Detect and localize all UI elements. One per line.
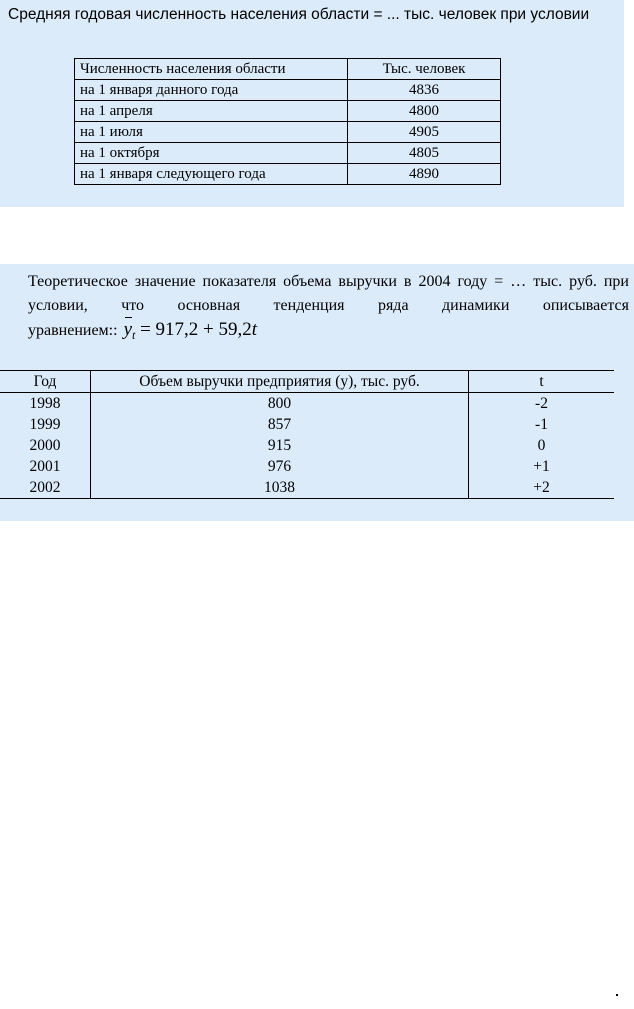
revenue-table <box>0 370 614 499</box>
revenue-cell: 857 <box>91 414 469 435</box>
revenue-cell: 800 <box>91 393 469 415</box>
question-1-panel <box>0 0 624 207</box>
column-header-t: t <box>539 372 544 390</box>
column-header-revenue: Объем выручки предприятия (у), тыс. руб. <box>91 371 469 393</box>
table-row <box>0 393 614 415</box>
table-row <box>75 143 501 164</box>
question-2-statement: Теоретическое значение показателя объема выручки в 2004 году = … тыс. руб. при условии, что основная тенденция ряда динамики описывается уравнением:: <box>28 273 629 339</box>
table-row <box>0 456 614 477</box>
column-header-thousand-people: Тыс. человек <box>348 59 501 80</box>
population-cell: 4905 <box>348 122 501 143</box>
page-marker-dot <box>616 994 618 996</box>
table-row <box>75 122 501 143</box>
table-row <box>75 101 501 122</box>
population-table <box>74 58 501 185</box>
trend-equation <box>118 319 258 340</box>
period-cell: на 1 апреля <box>75 101 348 122</box>
t-cell: -1 <box>535 415 548 433</box>
table-row <box>0 414 614 435</box>
t-cell: -2 <box>535 394 548 412</box>
equation-subscript: t <box>132 328 136 342</box>
period-cell: на 1 января следующего года <box>75 164 348 185</box>
table-row <box>75 164 501 185</box>
revenue-cell: 976 <box>91 456 469 477</box>
question-2-text <box>28 270 629 347</box>
population-cell: 4805 <box>348 143 501 164</box>
period-cell: на 1 января данного года <box>75 80 348 101</box>
question-2-panel <box>0 264 634 521</box>
period-cell: на 1 июля <box>75 122 348 143</box>
population-cell: 4890 <box>348 164 501 185</box>
equation-rhs: = 917,2 + 59,2 <box>135 319 252 340</box>
t-cell: +1 <box>533 457 550 475</box>
table-header-row <box>75 59 501 80</box>
column-header-year: Год <box>0 371 91 393</box>
t-cell: 0 <box>537 436 546 454</box>
revenue-cell: 1038 <box>91 477 469 499</box>
year-cell: 1998 <box>0 393 91 415</box>
revenue-cell: 915 <box>91 435 469 456</box>
t-cell: +2 <box>533 478 550 496</box>
population-cell: 4800 <box>348 101 501 122</box>
table-header-row <box>0 371 614 393</box>
table-row <box>75 80 501 101</box>
year-cell: 2000 <box>0 435 91 456</box>
question-1-text: Средняя годовая численность населения области = ... тыс. человек при условии <box>8 6 590 23</box>
column-header-period: Численность населения области <box>75 59 348 80</box>
table-row <box>0 435 614 456</box>
year-cell: 1999 <box>0 414 91 435</box>
equation-lhs: y <box>123 319 132 340</box>
period-cell: на 1 октября <box>75 143 348 164</box>
equation-variable: t <box>251 319 258 340</box>
table-row <box>0 477 614 499</box>
year-cell: 2002 <box>0 477 91 499</box>
population-cell: 4836 <box>348 80 501 101</box>
year-cell: 2001 <box>0 456 91 477</box>
